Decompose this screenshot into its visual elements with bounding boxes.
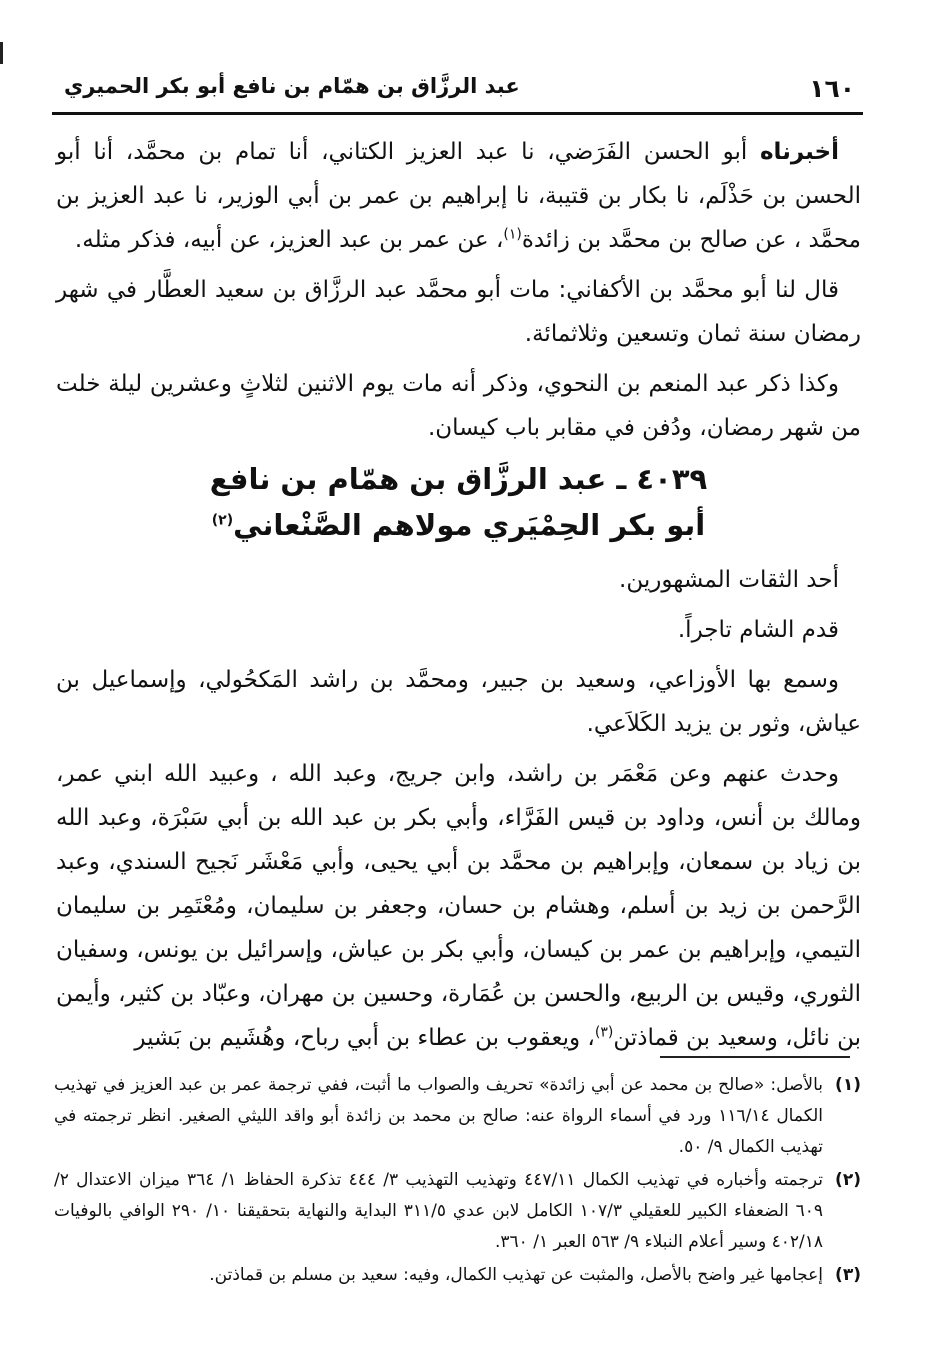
entry-heading-line-2-text: أبو بكر الحِمْيَري مولاهم الصَّنْعاني [233,508,706,542]
entry-heading [56,456,861,548]
footnotes [54,1070,861,1293]
paragraph-2: قال لنا أبو محمَّد بن الأكفاني: مات أبو محمَّد عبد الرزَّاق بن سعيد العطَّار في شهر رمضان سنة ثمان وتسعين وثلاثمائة. [56,277,861,347]
footnote-number: (٢) [835,1170,861,1190]
running-title: عبد الرزَّاق بن همّام بن نافع أبو بكر الحميري [64,74,520,98]
paragraph-4: أحد الثقات المشهورين. [619,567,839,593]
paragraph-5: قدم الشام تاجراً. [677,617,839,643]
paragraph-1 [56,130,861,262]
paragraph-1-text: أبو الحسن الفَرَضي، نا عبد العزيز الكتاني، أنا تمام بن محمَّد، أنا أبو الحسن بن حَذْلَم، نا بكار بن قتيبة، نا إبراهيم بن عمر بن أبي الوزير، نا عبد العزيز بن محمَّد ، عن صالح بن محمَّد بن زائدة [56,139,861,253]
main-text [56,130,861,1066]
paragraph-7 [56,752,861,1060]
paragraph-3: وكذا ذكر عبد المنعم بن النحوي، وذكر أنه مات يوم الاثنين لثلاثٍ وعشرين ليلة خلت من شهر رمضان، ودُفن في مقابر باب كيسان. [56,371,861,441]
footnote-1 [54,1070,861,1163]
page-number: ١٦٠ [809,74,855,103]
footnote-ref-2: (٢) [211,512,234,529]
footnote-2 [54,1165,861,1258]
paragraph-1-lead: أخبرناه [759,139,839,165]
footnote-text: ترجمته وأخباره في تهذيب الكمال ٤٤٧/١١ وتهذيب التهذيب ٣/ ٤٤٤ تذكرة الحفاظ ١/ ٣٦٤ ميزان الاعتدال ٢/ ٦٠٩ الضعفاء الكبير للعقيلي ١٠٧/٣ الكامل لابن عدي ٣١١/٥ البداية والنهاية بتحقيقنا ١٠/ ٢٩٠ الوافي بالوفيات ٤٠٢/١٨ وسير أعلام النبلاء ٩/ ٥٦٣ العبر ١/ ٣٦٠. [54,1170,824,1252]
footnote-3 [54,1260,861,1291]
paragraph-7-tail: ، ويعقوب بن عطاء بن أبي رباح، وهُشَيم بن بَشير [134,1025,595,1051]
paragraph-7-text: وحدث عنهم وعن مَعْمَر بن راشد، وابن جريج، وعبد الله ، وعبيد الله ابني عمر، ومالك بن أنس، وداود بن قيس الفَرَّاء، وأبي بكر بن عبد الله بن أبي سَبْرَة، وعبد الله بن زياد بن سمعان، وإبراهيم بن محمَّد بن أبي يحيى، وأبي مَعْشَر نَجيح السندي، وعبد الرَّحمن بن زيد بن أسلم، وهشام بن حسان، وجعفر بن سليمان، ومُعْتَمِر بن سليمان التيمي، وإبراهيم بن عمر بن كيسان، وأبي بكر بن عياش، وإسرائيل بن يونس، وسفيان الثوري، وقيس بن الربيع، والحسن بن عُمَارة، وحسين بن مهران، وعبّاد بن كثير، وأيمن بن نائل، وسعيد بن قماذتن [56,761,861,1051]
footnote-number: (٣) [835,1265,861,1285]
footnote-text: بالأصل: «صالح بن محمد عن أبي زائدة» تحريف والصواب ما أثبت، ففي ترجمة عمر بن عبد العزيز في تهذيب الكمال ١١٦/١٤ ورد في أسماء الرواة عنه: صالح بن محمد بن زائدة أبو واقد الليثي الصغير. انظر ترجمته في تهذيب الكمال ٩/ ٥٠. [54,1075,823,1157]
footnote-number: (١) [835,1075,861,1095]
footnote-ref-1: (١) [503,226,522,243]
paragraph-1-tail: ، عن عمر بن عبد العزيز، عن أبيه، فذكر مثله. [74,227,504,253]
page-header [52,66,863,115]
entry-heading-line-2 [56,502,861,548]
footnote-divider [660,1056,850,1058]
page-edge-mark [0,42,11,64]
footnote-text: إعجامها غير واضح بالأصل، والمثبت عن تهذيب الكمال، وفيه: سعيد بن مسلم بن قماذتن. [209,1265,823,1285]
footnote-ref-3: (٣) [594,1024,614,1041]
entry-heading-line-1: ٤٠٣٩ ـ عبد الرزَّاق بن همّام بن نافع [209,462,708,496]
paragraph-6: وسمع بها الأوزاعي، وسعيد بن جبير، ومحمَّد بن راشد المَكحُولي، وإسماعيل بن عياش، وثور بن يزيد الكَلاَعي. [56,667,861,737]
